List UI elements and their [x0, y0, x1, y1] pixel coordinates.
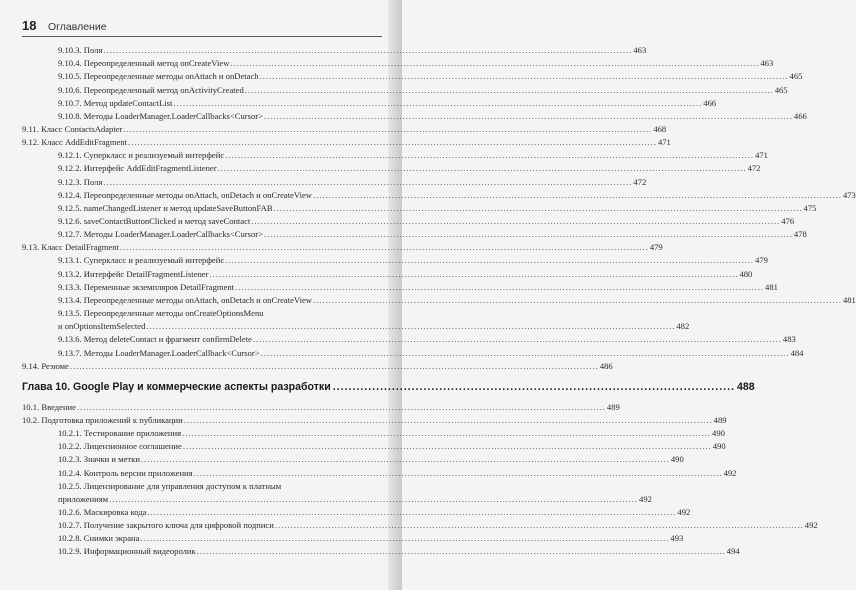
toc-entry-title: 9.12.1. Суперкласс и реализуемый интерфейс — [58, 150, 225, 161]
toc-entry[interactable] — [58, 281, 778, 294]
toc-leader-dots — [141, 453, 670, 466]
toc-leader-dots — [225, 149, 754, 162]
toc-entry-page: 468 — [653, 123, 667, 134]
toc-entry[interactable] — [58, 467, 737, 480]
toc-entry-page: 472 — [747, 163, 761, 174]
toc-entry-title: 10.2.5. Лицензирование для управления доступом к платным — [58, 480, 282, 491]
toc-entry[interactable] — [58, 294, 856, 307]
toc-leader-dots — [77, 401, 606, 414]
toc-leader-dots — [120, 241, 649, 254]
toc-entry-page: 490 — [712, 428, 725, 438]
toc-leader-dots — [261, 347, 790, 360]
toc-entry[interactable] — [58, 519, 818, 532]
toc-entry-title: 10.2.9. Информационный видеоролик — [58, 546, 196, 557]
toc-entry-title: 9.13.7. Методы LoaderManager.LoaderCallback<Cursor> — [58, 347, 260, 358]
toc-entry[interactable] — [58, 162, 761, 175]
page-number: 18 — [22, 18, 37, 33]
toc-entry[interactable] — [58, 84, 788, 97]
toc-leader-dots — [264, 110, 793, 123]
toc-entry-page: 486 — [599, 360, 613, 371]
toc-leader-dots — [146, 320, 675, 333]
toc-entry-title: 9.13.1. Суперкласс и реализуемый интерфейс — [58, 255, 225, 266]
toc-entry-title: 9.10.5. Переопределенные методы onAttach и onDetach — [58, 71, 259, 82]
toc-entry-page: 492 — [677, 506, 691, 517]
toc-entry[interactable] — [58, 44, 647, 57]
toc-entry-page: 478 — [793, 229, 807, 240]
toc-entry-page: 463 — [760, 58, 774, 69]
toc-leader-dots — [313, 294, 842, 307]
toc-entry-title: 9.10.4. Переопределенный метод onCreateView — [58, 58, 230, 69]
chapter-page: 488 — [736, 380, 755, 393]
toc-entry[interactable] — [58, 347, 804, 360]
chapter-title: Глава 10. Google Play и коммерческие аспекты разработки — [22, 380, 331, 393]
toc-entry[interactable] — [58, 333, 796, 346]
toc-entry[interactable] — [22, 123, 667, 136]
toc-entry[interactable] — [58, 228, 807, 241]
toc-entry-page: 494 — [726, 546, 740, 557]
toc-entry-page: 472 — [633, 176, 647, 187]
toc-entry-page: 463 — [633, 45, 647, 55]
toc-entry-title-continued: и onOptionsItemSelected — [58, 321, 146, 331]
toc-leader-dots — [264, 228, 793, 241]
toc-leader-dots — [333, 379, 735, 395]
toc-entry-title: 9.10.6. Переопределенный метод onActivityCreated — [58, 84, 244, 95]
toc-entry-title: 9.11. Класс ContactsAdapter — [22, 123, 123, 134]
toc-entry-title: 10.2.3. Значки и метки — [58, 454, 140, 465]
toc-entry[interactable] — [58, 202, 817, 215]
toc-entry-page: 475 — [803, 202, 817, 213]
toc-entry-title: 9.12.4. Переопределенные методы onAttach, onDetach и onCreateView — [58, 189, 313, 200]
toc-entry[interactable] — [58, 254, 768, 267]
toc-entry-page: 493 — [670, 533, 684, 544]
toc-entry-title: 10.2.1. Тестирование приложения — [58, 428, 182, 438]
chapter-heading[interactable] — [22, 379, 755, 395]
toc-entry-title-continued: приложениям — [58, 493, 109, 504]
toc-entry-page: 465 — [789, 71, 803, 82]
toc-entry-title: 9.13.3. Переменные экземпляров DetailFragment — [58, 281, 235, 292]
toc-entry[interactable] — [58, 480, 652, 506]
toc-entry-page: 471 — [755, 150, 768, 161]
toc-leader-dots — [128, 136, 657, 149]
toc-entry-page: 471 — [657, 137, 671, 148]
toc-entry[interactable] — [58, 268, 753, 281]
toc-entry-page: 492 — [639, 493, 652, 504]
toc-entry[interactable] — [58, 97, 717, 110]
toc-entry-title: 9.13.5. Переопределенные методы onCreateOptionsMenu — [58, 308, 264, 318]
toc-leader-dots — [225, 254, 754, 267]
toc-entry-title: 10.2. Подготовка приложений к публикации — [22, 414, 183, 425]
toc-entry[interactable] — [58, 440, 726, 453]
toc-entry[interactable] — [58, 427, 725, 440]
toc-entry[interactable] — [22, 241, 663, 254]
toc-entry-page: 480 — [739, 268, 753, 279]
toc-entry-page: 484 — [790, 347, 804, 358]
toc-entry-page: 490 — [670, 454, 684, 465]
toc-entry[interactable] — [58, 189, 856, 202]
toc-entry-page: 479 — [755, 255, 768, 266]
toc-entry[interactable] — [58, 149, 768, 162]
toc-entry-page: 482 — [676, 321, 690, 331]
toc-entry[interactable] — [22, 401, 620, 414]
toc-leader-dots — [182, 427, 711, 440]
toc-leader-dots — [253, 333, 782, 346]
toc-entry-title: 9.12.3. Поля — [58, 176, 103, 187]
toc-leader-dots — [103, 44, 632, 57]
toc-entry-page: 481 — [765, 281, 778, 292]
toc-entry[interactable] — [58, 70, 803, 83]
toc-entry[interactable] — [58, 57, 774, 70]
toc-entry-title: 9.12.6. saveContactButtonClicked и метод saveContact — [58, 216, 251, 226]
toc-leader-dots — [235, 281, 764, 294]
toc-entry[interactable] — [58, 532, 684, 545]
toc-entry[interactable] — [58, 506, 691, 519]
toc-entry-page: 479 — [649, 242, 663, 253]
toc-entry-page: 490 — [712, 441, 726, 452]
toc-entry-title: 9.12.2. Интерфейс AddEditFragmentListener — [58, 163, 217, 174]
toc-leader-dots — [275, 519, 804, 532]
toc-leader-dots — [260, 70, 789, 83]
toc-entry-page: 489 — [713, 414, 727, 425]
toc-leader-dots — [313, 189, 842, 202]
toc-entry-page: 489 — [606, 401, 620, 412]
toc-entry-title: 9.12.5. nameChangedListener и метод updateSaveButtonFAB — [58, 202, 273, 213]
toc-entry-page: 473 — [842, 189, 856, 200]
toc-leader-dots — [184, 414, 713, 427]
header-rule — [22, 36, 382, 37]
toc-leader-dots — [218, 162, 747, 175]
toc-leader-dots — [245, 84, 774, 97]
toc-entry-title: 9.13.4. Переопределенные методы onAttach, onDetach и onCreateView — [58, 294, 313, 305]
toc-leader-dots — [147, 506, 676, 519]
toc-leader-dots — [140, 532, 669, 545]
toc-entry-page: 466 — [793, 110, 807, 121]
toc-entry[interactable] — [58, 453, 684, 466]
toc-entry-title: 10.2.6. Маскировка кода — [58, 506, 147, 517]
toc-entry-title: 10.2.4. Контроль версии приложения — [58, 467, 193, 478]
toc-entry-title: 9.10.7. Метод updateContactList — [58, 97, 173, 108]
toc-entry[interactable] — [22, 136, 671, 149]
toc-leader-dots — [109, 493, 638, 506]
toc-entry-title: 10.2.2. Лицензионное соглашение — [58, 441, 182, 452]
toc-entry-title: 9.14. Резюме — [22, 360, 69, 371]
toc-entry[interactable] — [58, 176, 647, 189]
toc-entry-title: 10.1. Введение — [22, 401, 76, 412]
running-header — [22, 18, 382, 34]
toc-entry-page: 483 — [782, 334, 796, 345]
toc-entry-page: 476 — [781, 216, 795, 226]
toc-entry-title: 9.10.8. Методы LoaderManager.LoaderCallbacks<Cursor> — [58, 110, 263, 121]
toc-entry-page: 465 — [774, 84, 788, 95]
toc-leader-dots — [123, 123, 652, 136]
toc-entry[interactable] — [58, 545, 740, 558]
toc-entry-title: 9.13.6. Метод deleteContact и фрагмент confirmDelete — [58, 334, 252, 345]
toc-entry[interactable] — [58, 215, 795, 228]
toc-entry[interactable] — [22, 360, 613, 373]
toc-entry-page: 481 — [842, 294, 856, 305]
toc-entry-title: 10.2.8. Снимки экрана — [58, 533, 140, 544]
toc-leader-dots — [183, 440, 712, 453]
toc-entry[interactable] — [58, 307, 690, 333]
toc-entry-title: 9.12. Класс AddEditFragment — [22, 137, 128, 148]
toc-leader-dots — [210, 268, 739, 281]
toc-entry-page: 466 — [703, 97, 717, 108]
toc-entry-title: 9.10.3. Поля — [58, 45, 103, 55]
toc-leader-dots — [251, 215, 780, 228]
toc-leader-dots — [173, 97, 702, 110]
toc-leader-dots — [230, 57, 759, 70]
toc-leader-dots — [274, 202, 803, 215]
toc-leader-dots — [194, 467, 723, 480]
toc-leader-dots — [70, 360, 599, 373]
toc-entry-title: 10.2.7. Получение закрытого ключа для цифровой подписи — [58, 520, 274, 531]
toc-entry-page: 492 — [723, 467, 737, 478]
toc-entry[interactable] — [58, 110, 807, 123]
toc-entry-title: 9.12.7. Методы LoaderManager.LoaderCallbacks<Cursor> — [58, 229, 263, 240]
toc-entry-page: 492 — [804, 520, 818, 531]
toc-leader-dots — [197, 545, 726, 558]
running-title: Оглавление — [48, 21, 107, 33]
toc-entry-title: 9.13. Класс DetailFragment — [22, 242, 119, 253]
toc-leader-dots — [103, 176, 632, 189]
toc-entry[interactable] — [22, 414, 727, 427]
toc-entry-title: 9.13.2. Интерфейс DetailFragmentListener — [58, 268, 209, 279]
